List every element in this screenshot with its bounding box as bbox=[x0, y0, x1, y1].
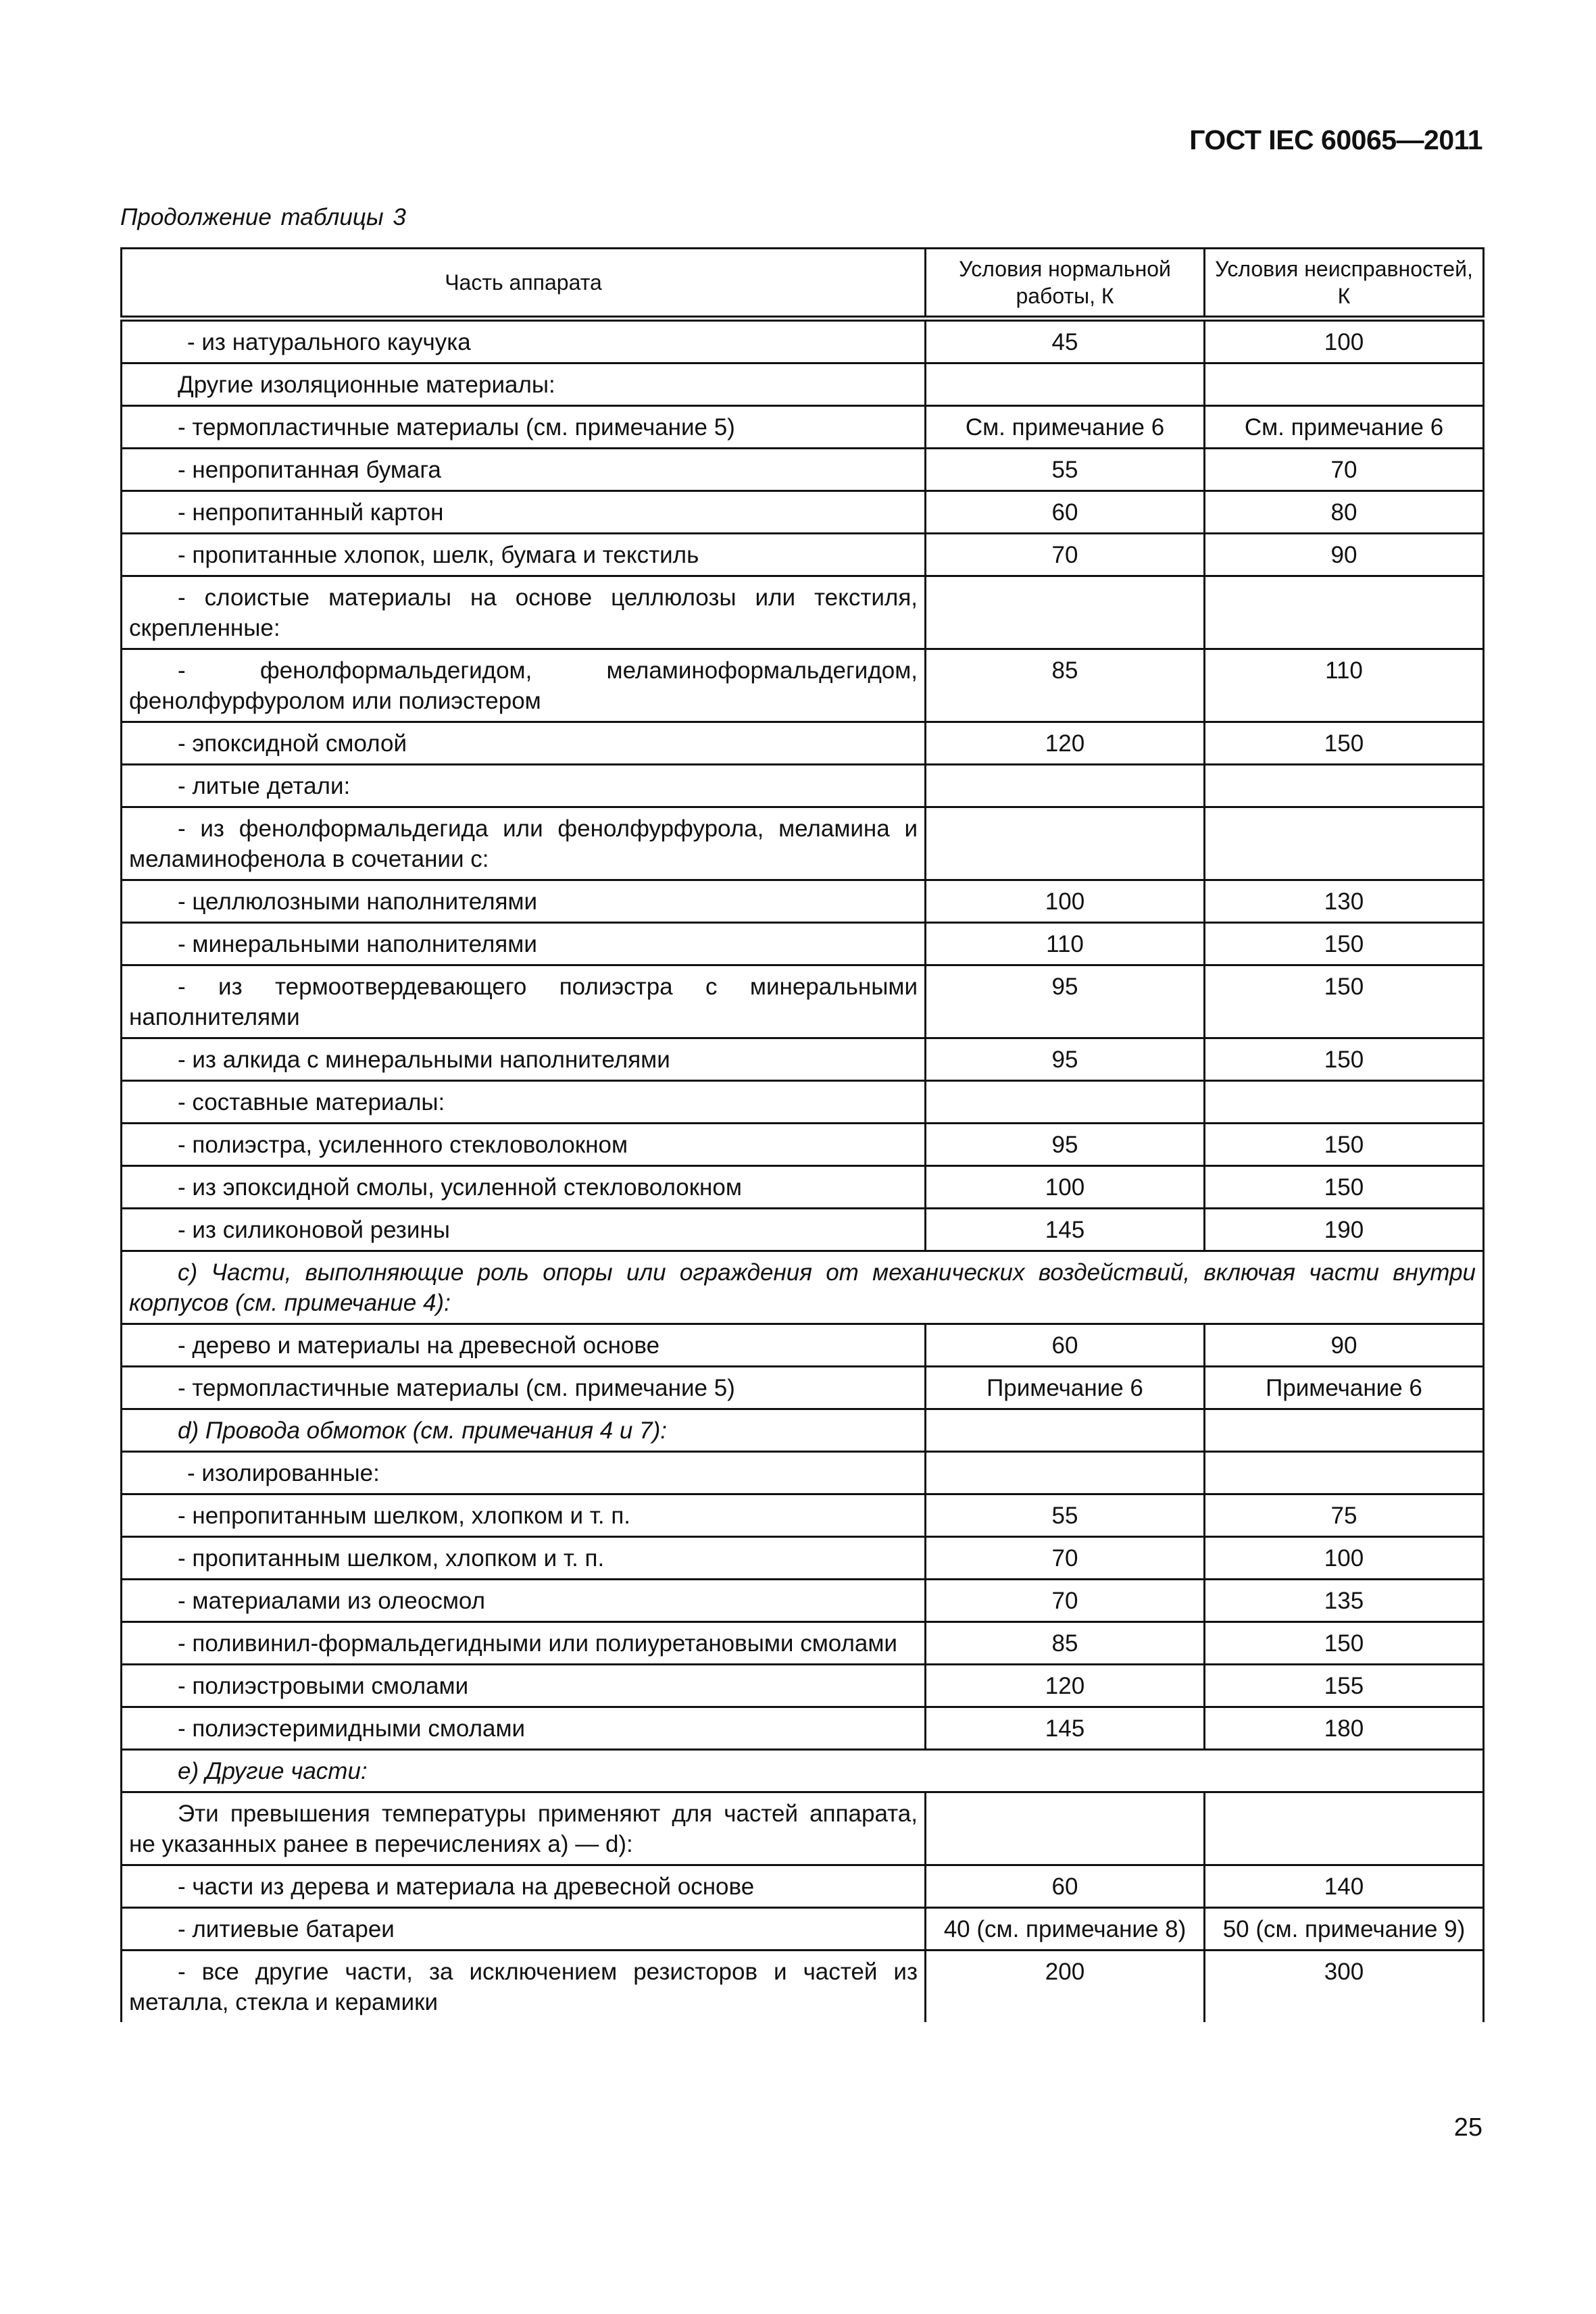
cell-part: - литые детали: bbox=[122, 765, 926, 807]
table-row bbox=[122, 1865, 1484, 1908]
table-row bbox=[122, 1537, 1484, 1580]
cell-normal: 100 bbox=[926, 1166, 1205, 1209]
cell-normal bbox=[926, 807, 1205, 880]
table-row bbox=[122, 1580, 1484, 1622]
cell-fault: 130 bbox=[1205, 880, 1484, 923]
cell-fault: 180 bbox=[1205, 1707, 1484, 1750]
cell-fault: 150 bbox=[1205, 1166, 1484, 1209]
table-row bbox=[122, 1251, 1484, 1324]
cell-part: - полиэстеримидными смолами bbox=[122, 1707, 926, 1750]
cell-fault: 150 bbox=[1205, 1124, 1484, 1166]
cell-part: - полиэстровыми смолами bbox=[122, 1665, 926, 1707]
cell-part: - термопластичные материалы (см. примечание 5) bbox=[122, 1367, 926, 1409]
table-row bbox=[122, 965, 1484, 1038]
table-row bbox=[122, 880, 1484, 923]
cell-normal: 120 bbox=[926, 722, 1205, 765]
table-row bbox=[122, 534, 1484, 576]
cell-fault: 90 bbox=[1205, 1324, 1484, 1367]
cell-part: - минеральными наполнителями bbox=[122, 923, 926, 965]
column-header-normal: Условия нормальной работы, К bbox=[926, 249, 1205, 319]
table-row bbox=[122, 1124, 1484, 1166]
cell-part: - из эпоксидной смолы, усиленной стекловолокном bbox=[122, 1166, 926, 1209]
table-row bbox=[122, 449, 1484, 491]
cell-fault: 135 bbox=[1205, 1580, 1484, 1622]
table-row bbox=[122, 1494, 1484, 1537]
table-row bbox=[122, 1908, 1484, 1951]
cell-part: - из силиконовой резины bbox=[122, 1209, 926, 1251]
cell-fault: 150 bbox=[1205, 1038, 1484, 1081]
cell-normal: 110 bbox=[926, 923, 1205, 965]
cell-fault: 50 (см. примечание 9) bbox=[1205, 1908, 1484, 1951]
cell-normal: 70 bbox=[926, 534, 1205, 576]
cell-part: - материалами из олеосмол bbox=[122, 1580, 926, 1622]
cell-normal: 60 bbox=[926, 1324, 1205, 1367]
cell-normal: 145 bbox=[926, 1209, 1205, 1251]
cell-part: Другие изоляционные материалы: bbox=[122, 363, 926, 406]
table-row bbox=[122, 406, 1484, 449]
cell-normal: 85 bbox=[926, 649, 1205, 722]
cell-normal: 55 bbox=[926, 1494, 1205, 1537]
cell-part: - части из дерева и материала на древесной основе bbox=[122, 1865, 926, 1908]
cell-normal: 95 bbox=[926, 1038, 1205, 1081]
cell-normal: 120 bbox=[926, 1665, 1205, 1707]
table-row bbox=[122, 1409, 1484, 1452]
cell-part: - слоистые материалы на основе целлюлозы или текстиля, скрепленные: bbox=[122, 576, 926, 649]
cell-normal: 85 bbox=[926, 1622, 1205, 1665]
table-row bbox=[122, 1622, 1484, 1665]
table-row bbox=[122, 765, 1484, 807]
cell-normal: 95 bbox=[926, 1124, 1205, 1166]
table-row bbox=[122, 1038, 1484, 1081]
page-number: 25 bbox=[1453, 2113, 1482, 2142]
document-code: ГОСТ IEC 60065—2011 bbox=[1189, 124, 1482, 155]
cell-part: - все другие части, за исключением резисторов и частей из металла, стекла и керамики bbox=[122, 1951, 926, 2023]
column-header-part: Часть аппарата bbox=[122, 249, 926, 319]
cell-fault bbox=[1205, 1409, 1484, 1452]
cell-normal bbox=[926, 576, 1205, 649]
table-body bbox=[122, 319, 1484, 2023]
cell-fault bbox=[1205, 1792, 1484, 1865]
cell-normal: 100 bbox=[926, 880, 1205, 923]
cell-normal bbox=[926, 1081, 1205, 1124]
cell-part: - дерево и материалы на древесной основе bbox=[122, 1324, 926, 1367]
cell-fault: 150 bbox=[1205, 923, 1484, 965]
table-row bbox=[122, 1707, 1484, 1750]
table-row bbox=[122, 319, 1484, 363]
table-row bbox=[122, 807, 1484, 880]
section-heading: с) Части, выполняющие роль опоры или ограждения от механических воздействий, включая части внутри корпусов (см. примечание 4): bbox=[122, 1251, 1484, 1324]
cell-fault bbox=[1205, 576, 1484, 649]
cell-fault bbox=[1205, 363, 1484, 406]
cell-normal: Примечание 6 bbox=[926, 1367, 1205, 1409]
table-row bbox=[122, 1209, 1484, 1251]
cell-fault: 150 bbox=[1205, 965, 1484, 1038]
cell-fault: 155 bbox=[1205, 1665, 1484, 1707]
table-row bbox=[122, 363, 1484, 406]
cell-normal: 200 bbox=[926, 1951, 1205, 2023]
cell-part: - изолированные: bbox=[122, 1452, 926, 1494]
cell-fault: См. примечание 6 bbox=[1205, 406, 1484, 449]
cell-fault bbox=[1205, 1081, 1484, 1124]
cell-normal bbox=[926, 363, 1205, 406]
cell-part: - термопластичные материалы (см. примечание 5) bbox=[122, 406, 926, 449]
cell-part: - фенолформальдегидом, меламиноформальдегидом, фенолфурфуролом или полиэстером bbox=[122, 649, 926, 722]
cell-fault: 90 bbox=[1205, 534, 1484, 576]
cell-normal bbox=[926, 765, 1205, 807]
cell-part: - полиэстра, усиленного стекловолокном bbox=[122, 1124, 926, 1166]
cell-fault: 110 bbox=[1205, 649, 1484, 722]
cell-fault: 140 bbox=[1205, 1865, 1484, 1908]
cell-part: Эти превышения температуры применяют для частей аппарата, не указанных ранее в перечислениях а) — d): bbox=[122, 1792, 926, 1865]
cell-part: - из термоотвердевающего полиэстра с минеральными наполнителями bbox=[122, 965, 926, 1038]
cell-part: - непропитанный картон bbox=[122, 491, 926, 534]
cell-normal: 70 bbox=[926, 1580, 1205, 1622]
cell-normal: 70 bbox=[926, 1537, 1205, 1580]
cell-part: - составные материалы: bbox=[122, 1081, 926, 1124]
cell-fault: 300 bbox=[1205, 1951, 1484, 2023]
cell-normal: 55 bbox=[926, 449, 1205, 491]
table-row bbox=[122, 576, 1484, 649]
cell-fault: 80 bbox=[1205, 491, 1484, 534]
cell-normal bbox=[926, 1409, 1205, 1452]
cell-part: - из алкида с минеральными наполнителями bbox=[122, 1038, 926, 1081]
cell-part: - непропитанным шелком, хлопком и т. п. bbox=[122, 1494, 926, 1537]
cell-fault: 70 bbox=[1205, 449, 1484, 491]
cell-part: - из натурального каучука bbox=[122, 319, 926, 363]
table-header bbox=[122, 249, 1484, 319]
cell-normal: 60 bbox=[926, 1865, 1205, 1908]
cell-fault: Примечание 6 bbox=[1205, 1367, 1484, 1409]
cell-part: - эпоксидной смолой bbox=[122, 722, 926, 765]
table-row bbox=[122, 1792, 1484, 1865]
table-row bbox=[122, 1367, 1484, 1409]
cell-fault bbox=[1205, 765, 1484, 807]
cell-fault bbox=[1205, 807, 1484, 880]
temperature-rise-table bbox=[120, 247, 1485, 2022]
cell-normal bbox=[926, 1452, 1205, 1494]
cell-part: - литиевые батареи bbox=[122, 1908, 926, 1951]
cell-fault: 100 bbox=[1205, 1537, 1484, 1580]
table-row bbox=[122, 722, 1484, 765]
cell-part: - пропитанным шелком, хлопком и т. п. bbox=[122, 1537, 926, 1580]
table-row bbox=[122, 1166, 1484, 1209]
cell-normal bbox=[926, 1792, 1205, 1865]
cell-part: - поливинил-формальдегидными или полиуретановыми смолами bbox=[122, 1622, 926, 1665]
table-row bbox=[122, 491, 1484, 534]
section-heading: е) Другие части: bbox=[122, 1750, 1484, 1792]
cell-part: - целлюлозными наполнителями bbox=[122, 880, 926, 923]
cell-normal: 60 bbox=[926, 491, 1205, 534]
cell-fault: 100 bbox=[1205, 319, 1484, 363]
table-row bbox=[122, 1665, 1484, 1707]
cell-fault: 75 bbox=[1205, 1494, 1484, 1537]
cell-normal: См. примечание 6 bbox=[926, 406, 1205, 449]
cell-normal: 95 bbox=[926, 965, 1205, 1038]
cell-fault bbox=[1205, 1452, 1484, 1494]
table-row bbox=[122, 1750, 1484, 1792]
cell-part: d) Провода обмоток (см. примечания 4 и 7): bbox=[122, 1409, 926, 1452]
table-caption: Продолжение таблицы 3 bbox=[120, 204, 406, 230]
cell-part: - из фенолформальдегида или фенолфурфурола, меламина и меламинофенола в сочетании с: bbox=[122, 807, 926, 880]
table-row bbox=[122, 649, 1484, 722]
table-row bbox=[122, 1081, 1484, 1124]
table-row bbox=[122, 1951, 1484, 2023]
table-row bbox=[122, 923, 1484, 965]
cell-normal: 145 bbox=[926, 1707, 1205, 1750]
cell-normal: 45 bbox=[926, 319, 1205, 363]
cell-normal: 40 (см. примечание 8) bbox=[926, 1908, 1205, 1951]
table-row bbox=[122, 1324, 1484, 1367]
cell-part: - непропитанная бумага bbox=[122, 449, 926, 491]
column-header-fault: Условия неисправностей, К bbox=[1205, 249, 1484, 319]
cell-fault: 190 bbox=[1205, 1209, 1484, 1251]
cell-part: - пропитанные хлопок, шелк, бумага и текстиль bbox=[122, 534, 926, 576]
cell-fault: 150 bbox=[1205, 722, 1484, 765]
table-row bbox=[122, 1452, 1484, 1494]
cell-fault: 150 bbox=[1205, 1622, 1484, 1665]
